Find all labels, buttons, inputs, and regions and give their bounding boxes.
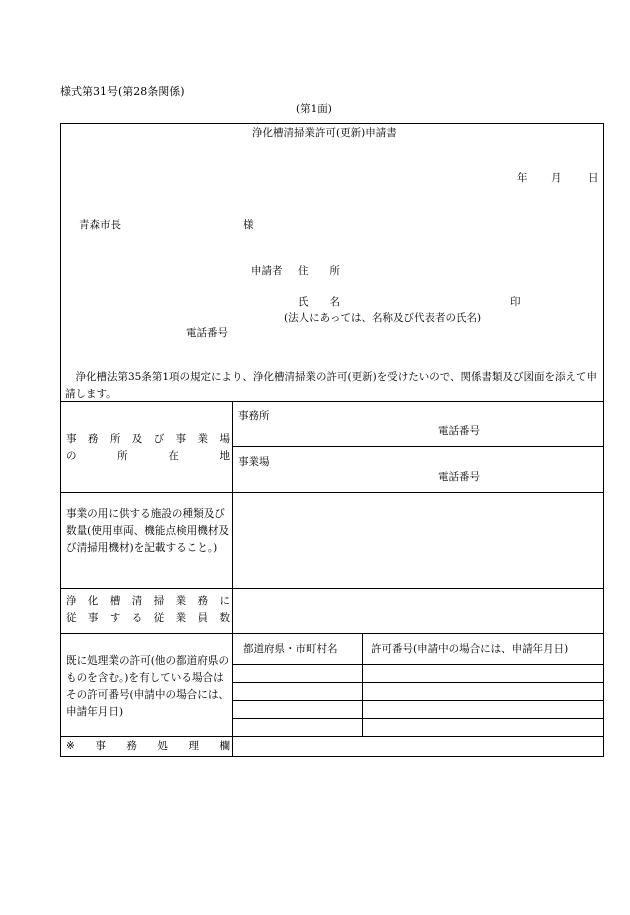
facilities-label: 事業の用に供する施設の種類及び数量(使用車両、機能点検用機材及び清掃用機材)を記載すること。) (66, 508, 230, 554)
rule (232, 700, 604, 701)
applicant-name-label: 氏 名 (298, 296, 340, 308)
date-month: 月 (551, 172, 562, 184)
applicant-address-label: 住 所 (298, 265, 340, 277)
form-title: 浄化槽清掃業許可(更新)申請書 (252, 127, 397, 139)
addressee-name: 青森市長 (79, 219, 121, 231)
site-phone-label: 電話番号 (438, 471, 480, 483)
date-year: 年 (517, 172, 528, 184)
office-label: 事務所 (238, 410, 270, 422)
rule (232, 682, 604, 683)
rule (60, 633, 604, 634)
rule (60, 401, 604, 402)
date-day: 日 (588, 172, 599, 184)
page-label: (第1面) (296, 103, 332, 115)
applicant-label: 申請者 (251, 265, 283, 277)
rule (232, 664, 604, 665)
application-statement: 浄化槽法第35条第1項の規定により、浄化槽清掃業の許可(更新)を受けたいので、関係書類及び図面を添えて申請します。 (65, 371, 598, 400)
rule (232, 446, 604, 447)
rule (60, 588, 604, 589)
office-use-label: ※ 事 務 処 理 欄 (66, 740, 230, 752)
rule (232, 401, 233, 757)
employees-label-line1: 浄 化 槽 清 掃 業 務 に (66, 595, 230, 607)
location-label-line2: の 所 在 地 (66, 450, 230, 462)
form-number: 様式第31号(第28条関係) (60, 85, 185, 98)
office-phone-label: 電話番号 (438, 425, 480, 437)
corp-note: (法人にあっては、名称及び代表者の氏名) (284, 312, 482, 324)
addressee-honorific: 様 (243, 219, 254, 231)
employees-label-line2: 従 事 す る 従 業 員 数 (66, 612, 230, 624)
location-label-line1: 事 務 所 及 び 事 業 場 (66, 433, 230, 445)
rule (362, 633, 363, 736)
applicant-phone-label: 電話番号 (186, 327, 228, 339)
rule (60, 736, 604, 737)
rule (60, 492, 604, 493)
col-permit-number: 許可番号(申請中の場合には、申請年月日) (371, 643, 569, 655)
site-label: 事業場 (238, 456, 270, 468)
col-prefecture: 都道府県・市町村名 (243, 643, 338, 655)
rule (232, 718, 604, 719)
seal-mark: 印 (510, 296, 521, 308)
prior-permit-label: 既に処理業の許可(他の都道府県のものを含む。)を有している場合はその許可番号(申請中の場合には、申請年月日) (66, 655, 230, 718)
